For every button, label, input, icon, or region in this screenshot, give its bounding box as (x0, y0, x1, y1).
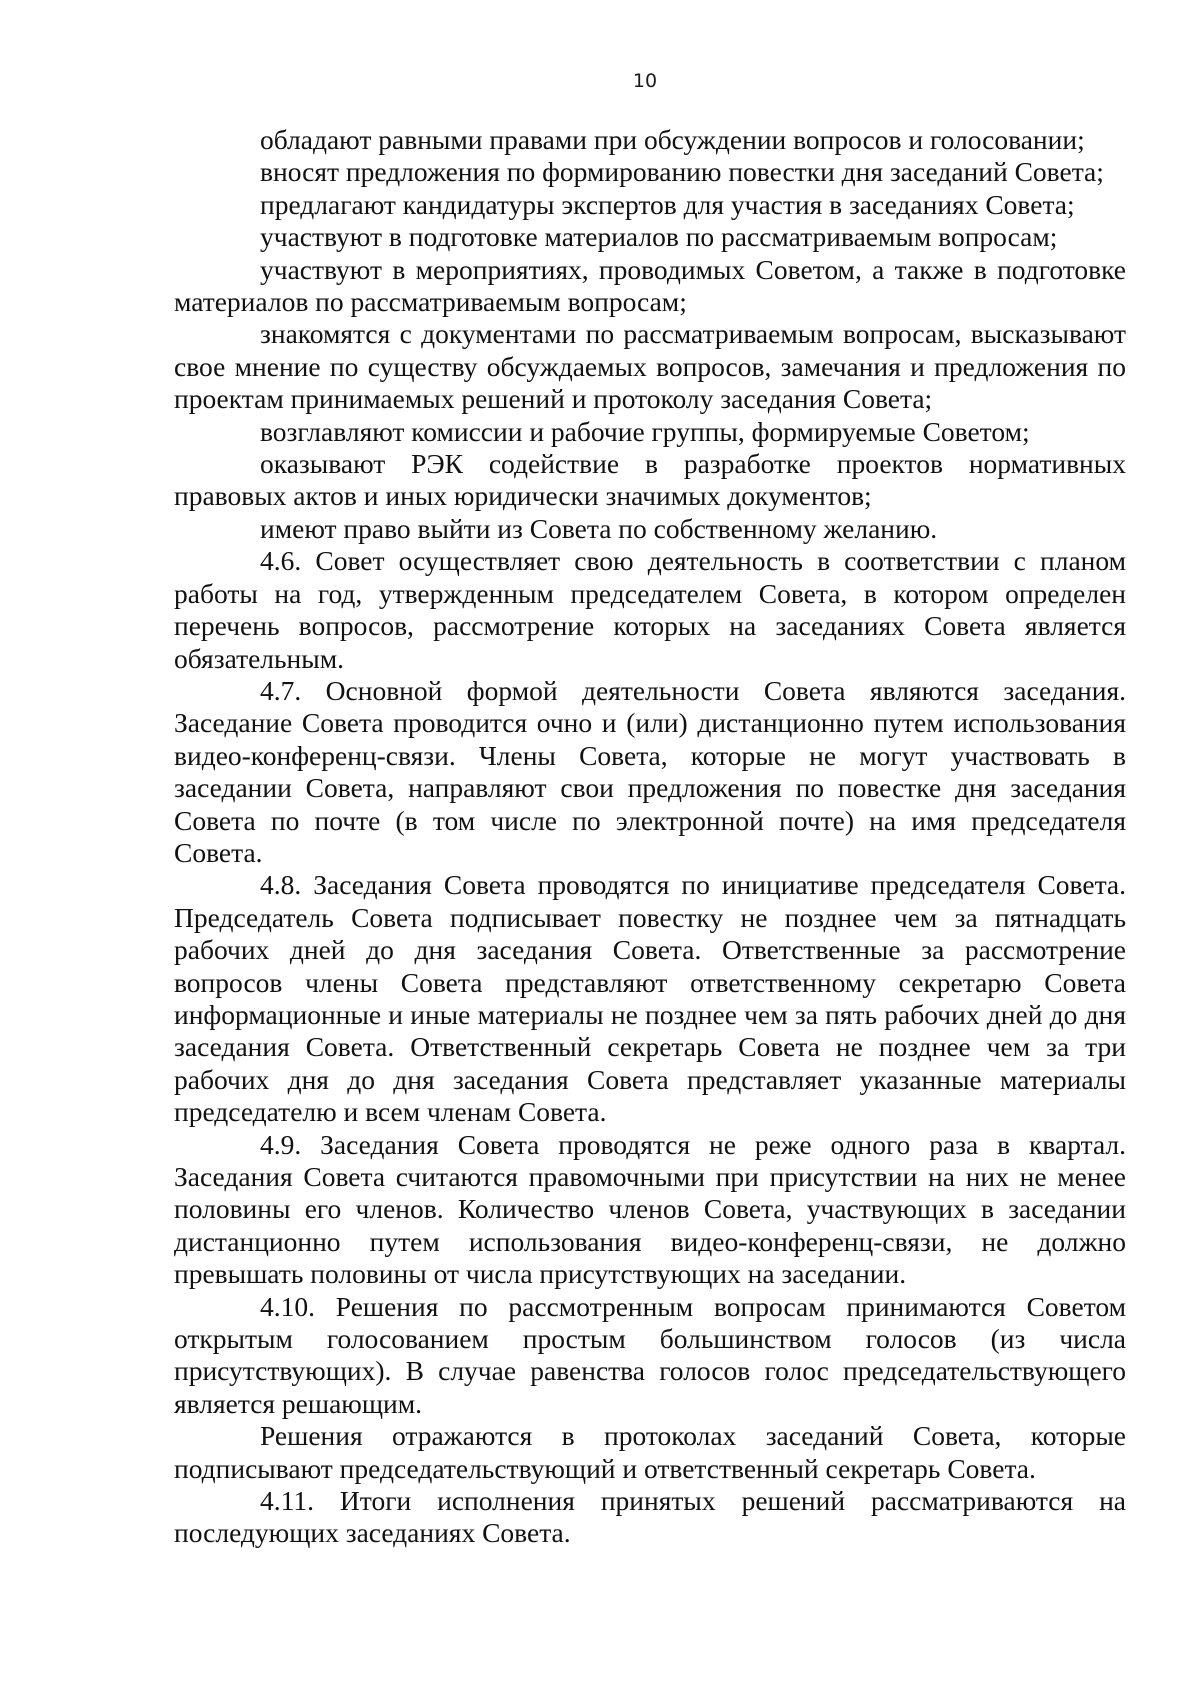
paragraph-section-4-8: 4.8. Заседания Совета проводятся по инициативе председателя Совета. Председатель Совета подписывает повестку не позднее чем за пятнадцать рабочих дней до дня заседания Совета. Ответственные за рассмотрение вопросов члены Совета представляют ответственному секретарю Совета информационные и иные материалы не позднее чем за пять рабочих дней до дня заседания Совета. Ответственный секретарь Совета не позднее чем за три рабочих дня до дня заседания Совета представляет указанные материалы председателю и всем членам Совета. (174, 869, 1126, 1128)
paragraph-section-4-9: 4.9. Заседания Совета проводятся не реже одного раза в квартал. Заседания Совета считаются правомочными при присутствии на них не менее половины его членов. Количество членов Совета, участвующих в заседании дистанционно путем использования видео-конференц-связи, не должно превышать половины от числа присутствующих на заседании. (174, 1128, 1126, 1290)
paragraph-events-participation: участвуют в мероприятиях, проводимых Советом, а также в подготовке материалов по рассматриваемым вопросам; (174, 253, 1126, 318)
paragraph-expert-candidates: предлагают кандидатуры экспертов для участия в заседаниях Совета; (260, 188, 1075, 220)
paragraph-right-to-leave: имеют право выйти из Совета по собственному желанию. (260, 512, 938, 544)
page-number: 10 (632, 70, 658, 92)
paragraph-decisions-protocols: Решения отражаются в протоколах заседаний Совета, которые подписывают председательствующий и ответственный секретарь Совета. (174, 1420, 1126, 1484)
paragraph-section-4-10: 4.10. Решения по рассмотренным вопросам принимаются Советом открытым голосованием простым большинством голосов (из числа присутствующих). В случае равенства голосов голос председательствующего является решающим. (174, 1290, 1126, 1419)
paragraph-commissions: возглавляют комиссии и рабочие группы, формируемые Советом; (260, 415, 1030, 447)
paragraph-materials-preparation: участвуют в подготовке материалов по рассматриваемым вопросам; (260, 221, 1058, 253)
paragraph-rights-equal: обладают равными правами при обсуждении вопросов и голосовании; (260, 124, 1085, 155)
paragraph-documents-review: знакомятся с документами по рассматриваемым вопросам, высказывают свое мнение по существу обсуждаемых вопросов, замечания и предложения по проектам принимаемых решений и протоколу заседания Совета; (174, 318, 1126, 415)
paragraph-agenda-proposals: вносят предложения по формированию повестки дня заседаний Совета; (260, 156, 1104, 188)
document-body (174, 124, 1126, 1550)
paragraph-rek-assistance: оказывают РЭК содействие в разработке проектов нормативных правовых актов и иных юридически значимых документов; (174, 448, 1126, 512)
paragraph-section-4-6: 4.6. Совет осуществляет свою деятельность в соответствии с планом работы на год, утвержденным председателем Совета, в котором определен перечень вопросов, рассмотрение которых на заседаниях Совета является обязательным. (174, 545, 1126, 674)
paragraph-section-4-7: 4.7. Основной формой деятельности Совета являются заседания. Заседание Совета проводится очно и (или) дистанционно путем использования видео-конференц-связи. Члены Совета, которые не могут участвовать в заседании Совета, направляют свои предложения по повестке дня заседания Совета по почте (в том числе по электронной почте) на имя председателя Совета. (174, 674, 1126, 868)
paragraph-section-4-11: 4.11. Итоги исполнения принятых решений рассматриваются на последующих заседаниях Совета. (174, 1485, 1126, 1549)
